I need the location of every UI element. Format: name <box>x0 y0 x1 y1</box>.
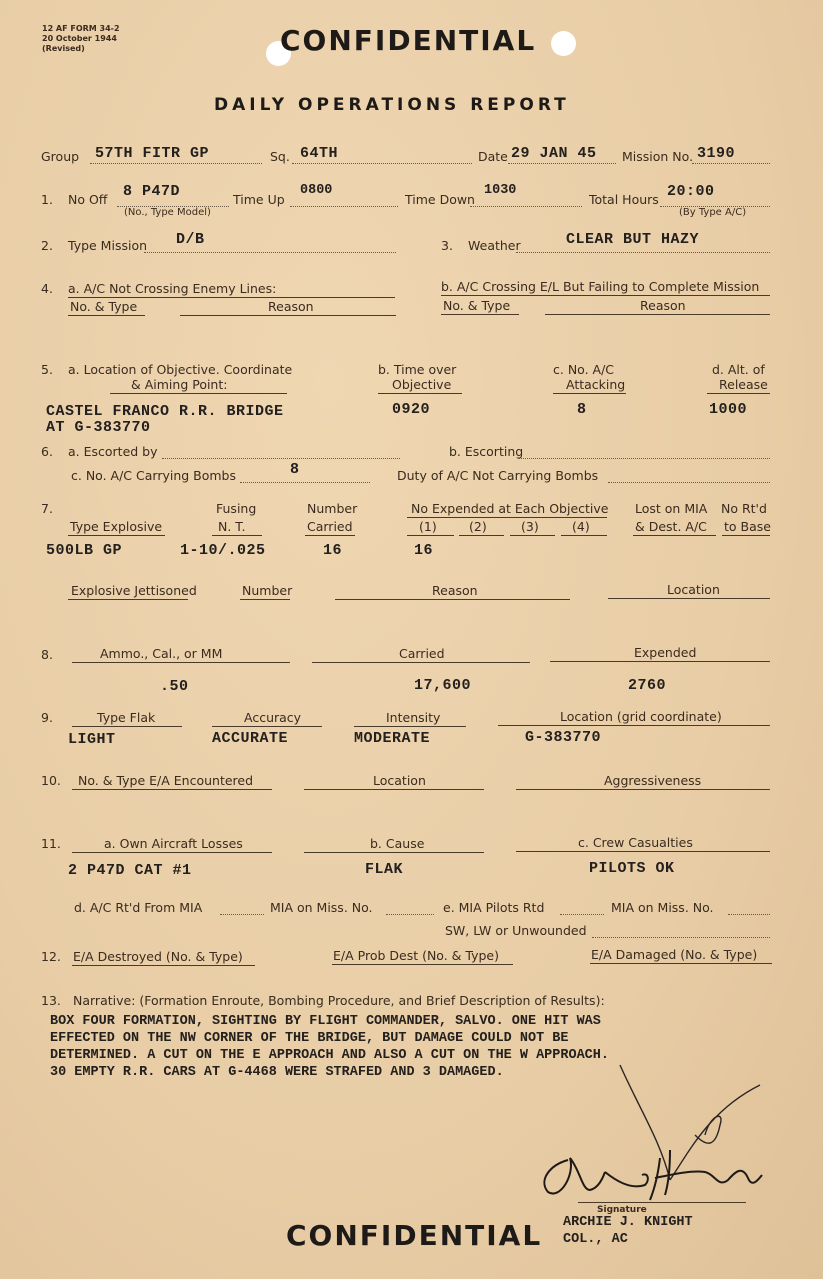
time-up-label: Time Up <box>233 192 285 207</box>
own-losses-value: 2 P47D CAT #1 <box>68 862 192 879</box>
type-explosive-label: Type Explosive <box>70 519 163 534</box>
row13-num: 13. <box>41 993 61 1008</box>
objective-4-label: (4) <box>572 519 590 534</box>
signer-rank: COL., AC <box>563 1232 628 1247</box>
fusing-label1: Fusing <box>216 501 257 516</box>
cause-value: FLAK <box>365 861 404 878</box>
row11-num: 11. <box>41 836 61 851</box>
time-down-value: 1030 <box>484 183 517 198</box>
time-down-label: Time Down <box>405 192 475 207</box>
narrative-line: BOX FOUR FORMATION, SIGHTING BY FLIGHT COMMANDER, SALVO. ONE HIT WAS <box>50 1014 601 1029</box>
objective-2-label: (2) <box>469 519 487 534</box>
mission-label: Mission No. <box>622 149 694 164</box>
jettisoned-number-label: Number <box>242 583 293 598</box>
type-mission-label: Type Mission <box>68 238 148 253</box>
row5d-label2: Release <box>719 377 768 392</box>
carried-value: 16 <box>323 542 343 559</box>
release-value: 1000 <box>709 401 748 418</box>
no-off-value: 8 P47D <box>123 183 181 200</box>
crew-casualties-value: PILOTS OK <box>589 860 675 877</box>
flak-location-label: Location (grid coordinate) <box>560 709 722 724</box>
mia-miss-label-1: MIA on Miss. No. <box>270 900 373 915</box>
row4a-label: a. A/C Not Crossing Enemy Lines: <box>68 281 277 296</box>
objective-3-label: (3) <box>521 519 539 534</box>
ea-prob-dest-label: E/A Prob Dest (No. & Type) <box>333 948 499 963</box>
punch-hole-right <box>551 31 576 56</box>
row4a-reason: Reason <box>268 299 314 314</box>
time-over-value: 0920 <box>392 401 431 418</box>
date-label: Date <box>478 149 508 164</box>
number-label2: Carried <box>307 519 353 534</box>
row5c-label2: Attacking <box>566 377 626 392</box>
time-up-value: 0800 <box>300 183 333 198</box>
row6-num: 6. <box>41 444 53 459</box>
flak-type-value: LIGHT <box>68 731 116 748</box>
no-off-sub: (No., Type Model) <box>124 207 211 218</box>
row5a-label1: a. Location of Objective. Coordinate <box>68 362 293 377</box>
date-value: 29 JAN 45 <box>511 145 597 162</box>
ammo-expended-value: 2760 <box>628 677 667 694</box>
ea-damaged-label: E/A Damaged (No. & Type) <box>591 947 758 962</box>
explosive-value: 500LB GP <box>46 542 123 559</box>
row4-num: 4. <box>41 281 53 296</box>
row4b-label: b. A/C Crossing E/L But Failing to Complete Mission <box>441 279 760 294</box>
total-hours-label: Total Hours <box>589 192 659 207</box>
objective-location-2: AT G-383770 <box>46 419 151 436</box>
row10-num: 10. <box>41 773 61 788</box>
attacking-value: 8 <box>577 401 587 418</box>
flak-accuracy-label: Accuracy <box>244 710 302 725</box>
row8-num: 8. <box>41 647 53 662</box>
expended-obj1-value: 16 <box>414 542 434 559</box>
classification-top: CONFIDENTIAL <box>280 24 537 57</box>
mission-value: 3190 <box>697 145 736 162</box>
expended-label: No Expended at Each Objective <box>411 501 609 516</box>
row4b-no-type: No. & Type <box>443 298 511 313</box>
carrying-bombs-label: c. No. A/C Carrying Bombs <box>71 468 237 483</box>
no-rtd-label1: No Rt'd <box>721 501 767 516</box>
flak-accuracy-value: ACCURATE <box>212 730 289 747</box>
mia-miss-label-2: MIA on Miss. No. <box>611 900 714 915</box>
row5b-label2: Objective <box>392 377 452 392</box>
ammo-label: Ammo., Cal., or MM <box>100 646 223 661</box>
narrative-line: DETERMINED. A CUT ON THE E APPROACH AND ALSO A CUT ON THE W APPROACH. <box>50 1048 609 1063</box>
crew-casualties-label: c. Crew Casualties <box>578 835 693 850</box>
signature-scribble <box>520 1040 810 1210</box>
weather-label: Weather <box>468 238 521 253</box>
group-value: 57TH FITR GP <box>95 145 210 162</box>
weather-value: CLEAR BUT HAZY <box>566 231 700 248</box>
row3-num: 3. <box>441 238 453 253</box>
ea-location-label: Location <box>373 773 426 788</box>
jettisoned-reason-label: Reason <box>432 583 478 598</box>
ea-encountered-label: No. & Type E/A Encountered <box>78 773 254 788</box>
fusing-label2: N. T. <box>218 519 246 534</box>
escorting-label: b. Escorting <box>449 444 524 459</box>
ammo-expended-label: Expended <box>634 645 697 660</box>
row2-num: 2. <box>41 238 53 253</box>
fusing-value: 1-10/.025 <box>180 542 266 559</box>
ea-destroyed-label: E/A Destroyed (No. & Type) <box>73 949 243 964</box>
no-rtd-label2: to Base <box>724 519 771 534</box>
row5c-label1: c. No. A/C <box>553 362 615 377</box>
jettisoned-label: Explosive Jettisoned <box>71 583 197 598</box>
lost-label1: Lost on MIA <box>635 501 708 516</box>
escorted-label: a. Escorted by <box>68 444 158 459</box>
flak-location-value: G-383770 <box>525 729 602 746</box>
row5-num: 5. <box>41 362 53 377</box>
wounded-label: SW, LW or Unwounded <box>445 923 587 938</box>
jettisoned-location-label: Location <box>667 582 720 597</box>
ammo-carried-value: 17,600 <box>414 677 472 694</box>
signature-label: Signature <box>597 1205 647 1215</box>
total-hours-sub: (By Type A/C) <box>679 207 747 218</box>
classification-bottom: CONFIDENTIAL <box>286 1219 543 1252</box>
row5b-label1: b. Time over <box>378 362 457 377</box>
row4a-no-type: No. & Type <box>70 299 138 314</box>
ammo-value: .50 <box>160 678 189 695</box>
own-losses-label: a. Own Aircraft Losses <box>104 836 243 851</box>
ammo-carried-label: Carried <box>399 646 445 661</box>
row7-num: 7. <box>41 501 53 516</box>
objective-1-label: (1) <box>419 519 437 534</box>
cause-label: b. Cause <box>370 836 425 851</box>
number-label1: Number <box>307 501 358 516</box>
no-off-label: No Off <box>68 192 108 207</box>
row5d-label1: d. Alt. of <box>712 362 765 377</box>
signer-name: ARCHIE J. KNIGHT <box>563 1215 693 1230</box>
type-mission-value: D/B <box>176 231 205 248</box>
row5a-label2: & Aiming Point: <box>131 377 228 392</box>
objective-location-1: CASTEL FRANCO R.R. BRIDGE <box>46 403 284 420</box>
total-hours-value: 20:00 <box>667 183 715 200</box>
narrative-line: EFFECTED ON THE NW CORNER OF THE BRIDGE, BUT DAMAGE COULD NOT BE <box>50 1031 569 1046</box>
sq-label: Sq. <box>270 149 290 164</box>
flak-intensity-label: Intensity <box>386 710 441 725</box>
row1-num: 1. <box>41 192 53 207</box>
row4b-reason: Reason <box>640 298 686 313</box>
mia-pilots-rtd-label: e. MIA Pilots Rtd <box>443 900 545 915</box>
aggressiveness-label: Aggressiveness <box>604 773 702 788</box>
row9-num: 9. <box>41 710 53 725</box>
flak-type-label: Type Flak <box>97 710 156 725</box>
narrative-line: 30 EMPTY R.R. CARS AT G-4468 WERE STRAFED AND 3 DAMAGED. <box>50 1065 504 1080</box>
rtd-from-mia-label: d. A/C Rt'd From MIA <box>74 900 203 915</box>
flak-intensity-value: MODERATE <box>354 730 431 747</box>
narrative-label: Narrative: (Formation Enroute, Bombing Procedure, and Brief Description of Results): <box>73 993 605 1008</box>
group-label: Group <box>41 149 80 164</box>
carrying-bombs-value: 8 <box>290 461 300 478</box>
sq-value: 64TH <box>300 145 339 162</box>
report-title: DAILY OPERATIONS REPORT <box>214 95 570 115</box>
row12-num: 12. <box>41 949 61 964</box>
duty-label: Duty of A/C Not Carrying Bombs <box>397 468 599 483</box>
lost-label2: & Dest. A/C <box>635 519 707 534</box>
form-id: 12 AF FORM 34-2 20 October 1944 (Revised) <box>42 24 120 53</box>
